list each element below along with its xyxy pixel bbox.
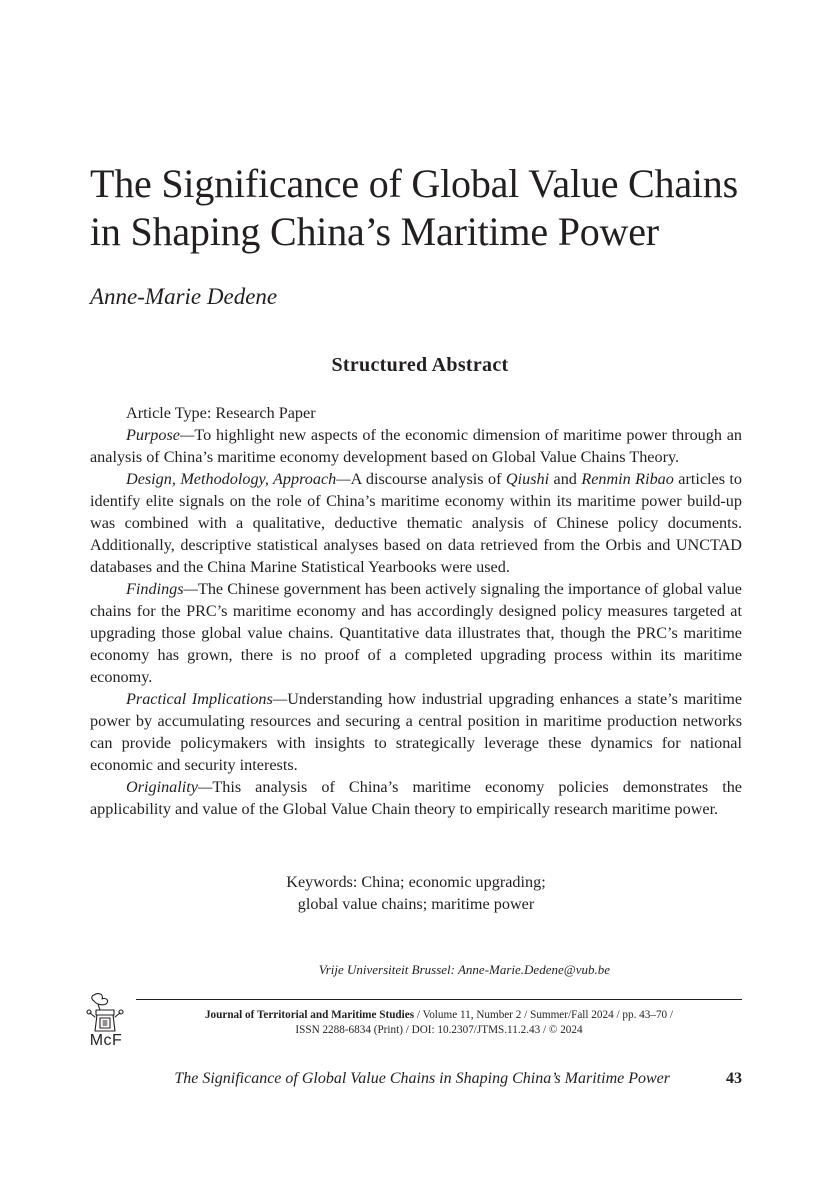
design-text-2: and xyxy=(549,470,582,488)
purpose-text: To highlight new aspects of the economic dimension of maritime power through an analysis of China’s maritime economy development based on Global Value Chains Theory. xyxy=(90,426,742,466)
issue-info: / Volume 11, Number 2 / Summer/Fall 2024 / pp. 43–70 / xyxy=(414,1009,674,1021)
implications-label: Practical Implications— xyxy=(126,690,288,708)
findings-label: Findings— xyxy=(126,580,198,598)
originality-text: This analysis of China’s maritime economy policies demonstrates the applicability and value of the Global Value Chain theory to empirically research maritime power. xyxy=(90,778,742,818)
keywords-line-1: Keywords: China; economic upgrading; xyxy=(286,873,546,891)
paper-title-line-1: The Significance of Global Value Chains xyxy=(90,161,738,206)
design-qiushi: Qiushi xyxy=(505,470,550,488)
article-type: Article Type: Research Paper xyxy=(126,404,316,422)
footer-rule xyxy=(136,999,742,1000)
paper-title-line-2: in Shaping China’s Maritime Power xyxy=(90,209,659,254)
journal-name: Journal of Territorial and Maritime Studies xyxy=(204,1009,415,1021)
originality-paragraph xyxy=(90,776,742,820)
structured-abstract xyxy=(90,402,742,820)
purpose-paragraph xyxy=(90,424,742,468)
author-name: Anne-Marie Dedene xyxy=(90,284,278,309)
author-affiliation: Vrije Universiteit Brussel: Anne-Marie.Dedene@vub.be xyxy=(318,962,610,977)
design-label: Design, Methodology, Approach— xyxy=(126,470,351,488)
journal-citation-line-1 xyxy=(136,1008,742,1023)
publisher-logo-text: McF xyxy=(89,1032,123,1049)
originality-label: Originality— xyxy=(126,778,213,796)
design-text-3: articles to identify elite signals on the role of China’s maritime economy within its maritime power build-up was combined with a qualitative, deductive thematic analysis of Chinese policy documents. Additionally, descriptive statistical analyses based on data retrieved from the Orbis and UNCTAD databases and the China Marine Statistical Yearbooks were used. xyxy=(90,470,743,576)
running-title: The Significance of Global Value Chains in Shaping China’s Maritime Power xyxy=(174,1070,670,1087)
design-renmin-ribao: Renmin Ribao xyxy=(581,470,674,488)
design-text-1: A discourse analysis of xyxy=(350,470,506,488)
abstract-heading: Structured Abstract xyxy=(331,354,509,376)
journal-citation xyxy=(136,1008,742,1038)
implications-text: Understanding how industrial upgrading enhances a state’s maritime power by accumulating resources and securing a central position in maritime production networks can provide policymakers with insights to strategically leverage these dynamics for national economic and security interests. xyxy=(90,690,742,774)
design-paragraph xyxy=(90,468,742,578)
purpose-label: Purpose— xyxy=(126,426,195,444)
keywords xyxy=(90,871,742,915)
paper-title xyxy=(90,160,770,256)
page-number: 43 xyxy=(726,1070,742,1087)
findings-paragraph xyxy=(90,578,742,688)
implications-paragraph xyxy=(90,688,742,776)
keywords-line-2: global value chains; maritime power xyxy=(297,895,535,913)
findings-text: The Chinese government has been actively signaling the importance of global value chains for the PRC’s maritime economy and has accordingly designed policy measures targeted at upgrading those global value chains. Quantitative data illustrates that, though the PRC’s maritime economy has grown, there is no proof of a completed upgrading process within its maritime economy. xyxy=(90,580,742,686)
issn-doi: ISSN 2288-6834 (Print) / DOI: 10.2307/JTMS.11.2.43 / © 2024 xyxy=(295,1024,583,1036)
